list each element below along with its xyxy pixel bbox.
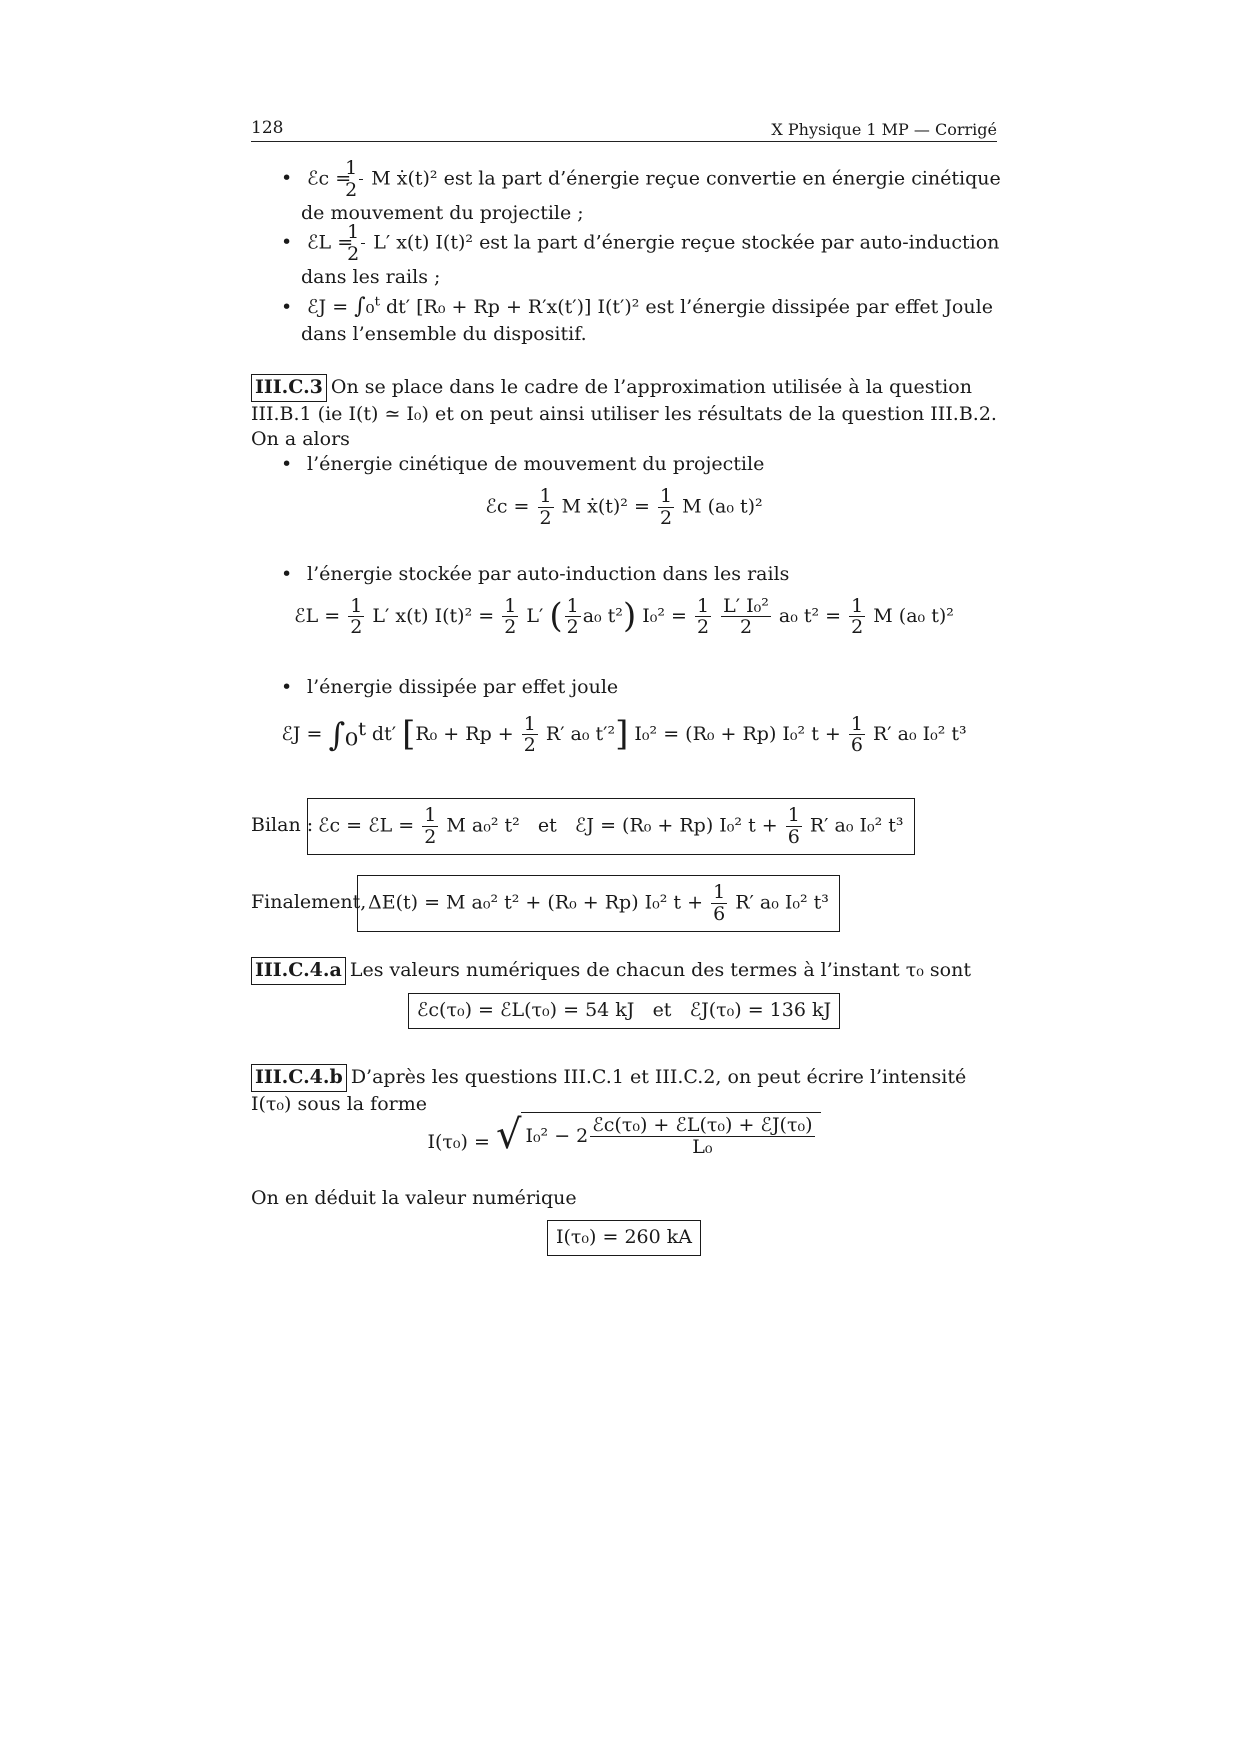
boxed-result: ℰc(τ₀) = ℰL(τ₀) = 54 kJ et ℰJ(τ₀) = 136 kJ xyxy=(408,993,840,1029)
section-tag: III.C.4.a xyxy=(251,957,346,985)
bullet-kinetic: • ℰc = $\frac{1}{2}$ M ẋ(t)² est la part d’énergie reçue convertie en énergie cinétique de mouvement du projectile ; xyxy=(281,158,1017,226)
bullet-joule: • ℰJ = ∫₀ᵗ dt′ [R₀ + Rp + R′x(t′)] I(t′)² est l’énergie dissipée par effet Joule dans l’ensemble du dispositif. xyxy=(281,292,1017,347)
bullet-joule-energy: • l’énergie dissipée par effet joule xyxy=(281,675,1017,701)
section-iii-c-4-b: III.C.4.b D’après les questions III.C.1 et III.C.2, on peut écrire l’intensité I(τ₀) sous la forme xyxy=(251,1066,967,1115)
finalement-label: Finalement, xyxy=(251,891,367,913)
section-iii-c-4-a: III.C.4.a Les valeurs numériques de chacun des termes à l’instant τ₀ sont xyxy=(251,957,997,985)
deduce-text: On en déduit la valeur numérique xyxy=(251,1187,577,1209)
page-number: 128 xyxy=(251,118,284,138)
fraction: $\frac{1}{2}$ xyxy=(359,158,363,201)
section-tag: III.C.4.b xyxy=(251,1064,347,1092)
section-tag: III.C.3 xyxy=(251,374,327,402)
section-iii-c-3: III.C.3 On se place dans le cadre de l’approximation utilisée à la question III.B.1 (ie I(t) ≃ I₀) et on peut ainsi utiliser les résultats de la question III.B.2. On a alors xyxy=(251,376,997,451)
square-root: √ I₀² − 2 $\frac{\text{ℰc(τ₀) + ℰL(τ₀) + ℰJ(τ₀)}}{\text{L₀}}$ xyxy=(496,1112,821,1158)
fraction: $\frac{1}{2}$ xyxy=(361,222,365,265)
integral-sign: ∫₀ᵗ xyxy=(354,294,380,319)
boxed-result: I(τ₀) = 260 kA xyxy=(547,1220,701,1256)
equation-inductive: ℰL = $\frac{1}{2}$ L′ x(t) I(t)² = $\frac{1}{2}$ L′ ( $\frac{1}{2}$ a₀ t²) I₀² = $\frac{1}{2}$ $\frac{\text{L′ I₀²}}{2}$ a₀ t² = $\frac{1}{2}$ M (a₀ t)² xyxy=(294,594,954,639)
bilan-label: Bilan : xyxy=(251,814,314,836)
boxed-result: ℰc = ℰL = $\frac{1}{2}$ M a₀² t² et ℰJ = (R₀ + Rp) I₀² t + $\frac{1}{6}$ R′ a₀ I₀² t³ xyxy=(307,798,915,855)
header-title: X Physique 1 MP — Corrigé xyxy=(771,120,997,139)
bilan-equation xyxy=(307,798,997,855)
numeric-values xyxy=(251,993,997,1029)
page-header xyxy=(251,117,997,142)
equation-kinetic: ℰc = $\frac{1}{2}$ M ẋ(t)² = $\frac{1}{2}$ M (a₀ t)² xyxy=(485,485,763,529)
bullet-kinetic-energy: • l’énergie cinétique de mouvement du projectile xyxy=(281,452,1017,478)
bullet-inductive: • ℰL = $\frac{1}{2}$ L′ x(t) I(t)² est la part d’énergie reçue stockée par auto-induction dans les rails ; xyxy=(281,222,1017,290)
bullet-stored-energy: • l’énergie stockée par auto-induction dans les rails xyxy=(281,562,1017,588)
equation-intensity: I(τ₀) = √ I₀² − 2 $\frac{\text{ℰc(τ₀) + ℰL(τ₀) + ℰJ(τ₀)}}{\text{L₀}}$ xyxy=(251,1112,997,1158)
equation-joule: ℰJ = ∫₀ᵗ dt′ [R₀ + Rp + $\frac{1}{2}$ R′ a₀ t′²] I₀² = (R₀ + Rp) I₀² t + $\frac{1}{6}$ R′ a₀ I₀² t³ xyxy=(281,712,967,757)
boxed-result: ΔE(t) = M a₀² t² + (R₀ + Rp) I₀² t + $\frac{1}{6}$ R′ a₀ I₀² t³ xyxy=(357,875,840,932)
finalement-equation xyxy=(357,875,997,932)
final-result xyxy=(251,1220,997,1256)
